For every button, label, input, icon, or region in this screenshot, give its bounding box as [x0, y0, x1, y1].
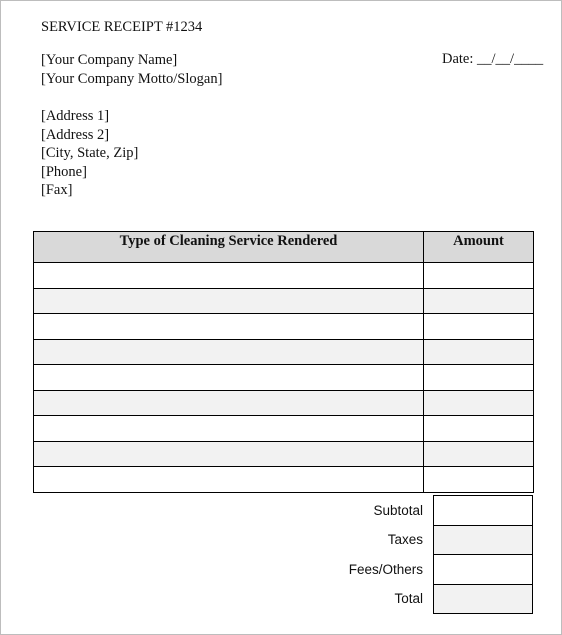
total-label: Total — [394, 591, 423, 607]
service-cell[interactable] — [34, 314, 424, 340]
amount-column-header: Amount — [424, 232, 534, 263]
table-row — [34, 467, 534, 493]
service-cell[interactable] — [34, 390, 424, 416]
subtotal-row — [311, 496, 533, 526]
service-cell[interactable] — [34, 263, 424, 289]
table-row — [34, 339, 534, 365]
fees-label: Fees/Others — [348, 561, 423, 577]
service-cell[interactable] — [34, 416, 424, 442]
services-table-body — [34, 263, 534, 493]
table-row — [34, 365, 534, 391]
amount-cell[interactable] — [424, 288, 534, 314]
amount-cell[interactable] — [424, 441, 534, 467]
table-row — [34, 263, 534, 289]
total-row — [311, 584, 533, 614]
table-row — [34, 314, 534, 340]
fees-amount-cell[interactable] — [434, 555, 533, 585]
service-cell[interactable] — [34, 441, 424, 467]
amount-cell[interactable] — [424, 314, 534, 340]
amount-cell[interactable] — [424, 339, 534, 365]
service-cell[interactable] — [34, 365, 424, 391]
totals-table — [311, 495, 533, 614]
address-block — [41, 107, 138, 200]
table-row — [34, 390, 534, 416]
service-cell[interactable] — [34, 339, 424, 365]
service-cell[interactable] — [34, 467, 424, 493]
receipt-title: SERVICE RECEIPT #1234 — [41, 19, 203, 35]
address-line-2: [Address 2] — [41, 126, 110, 143]
total-amount-cell[interactable] — [434, 584, 533, 614]
address-line-1: [Address 1] — [41, 108, 110, 124]
company-block — [41, 51, 222, 89]
phone-line: [Phone] — [41, 163, 87, 180]
table-header-row — [34, 232, 534, 263]
amount-cell[interactable] — [424, 416, 534, 442]
taxes-label: Taxes — [387, 532, 423, 548]
amount-cell[interactable] — [424, 467, 534, 493]
subtotal-amount-cell[interactable] — [434, 496, 533, 526]
city-state-zip: [City, State, Zip] — [41, 145, 139, 161]
company-motto: [Your Company Motto/Slogan] — [41, 71, 223, 87]
date-field: Date: __/__/____ — [442, 51, 544, 67]
service-cell[interactable] — [34, 288, 424, 314]
services-table — [33, 231, 534, 493]
subtotal-label: Subtotal — [373, 502, 423, 518]
fees-row — [311, 555, 533, 585]
table-row — [34, 288, 534, 314]
amount-cell[interactable] — [424, 263, 534, 289]
amount-cell[interactable] — [424, 365, 534, 391]
table-row — [34, 416, 534, 442]
taxes-row — [311, 525, 533, 555]
fax-line: [Fax] — [41, 182, 73, 198]
company-name: [Your Company Name] — [41, 52, 178, 68]
service-column-header: Type of Cleaning Service Rendered — [34, 232, 424, 263]
amount-cell[interactable] — [424, 390, 534, 416]
table-row — [34, 441, 534, 467]
taxes-amount-cell[interactable] — [434, 525, 533, 555]
